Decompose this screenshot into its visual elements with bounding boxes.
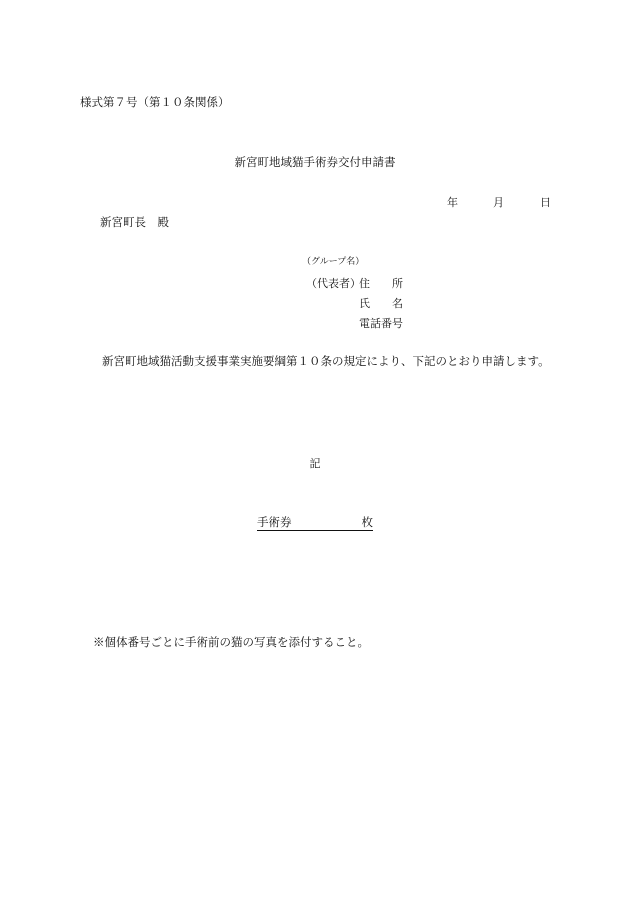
phone-label: 電話番号 xyxy=(359,317,403,330)
address-label: 住 所 xyxy=(359,277,403,290)
representative-label: （代表者） xyxy=(306,277,361,290)
attachment-note: ※個体番号ごとに手術前の猫の写真を添付すること。 xyxy=(93,635,369,649)
document-title: 新宮町地域猫手術券交付申請書 xyxy=(234,155,396,169)
addressee: 新宮町長 殿 xyxy=(100,215,169,229)
date-month-label: 月 xyxy=(493,196,504,209)
date-year-label: 年 xyxy=(447,196,458,209)
group-name-label: （グループ名） xyxy=(302,257,365,267)
form-number: 様式第７号（第１０条関係） xyxy=(80,95,230,109)
ticket-unit: 枚 xyxy=(361,515,373,529)
name-label: 氏 名 xyxy=(359,297,403,310)
record-heading: 記 xyxy=(309,457,321,470)
ticket-label: 手術券 xyxy=(257,515,292,529)
application-statement: 新宮町地域猫活動支援事業実施要綱第１０条の規定により、下記のとおり申請します。 xyxy=(102,354,550,368)
date-day-label: 日 xyxy=(540,196,551,209)
ticket-count-line xyxy=(257,517,373,531)
